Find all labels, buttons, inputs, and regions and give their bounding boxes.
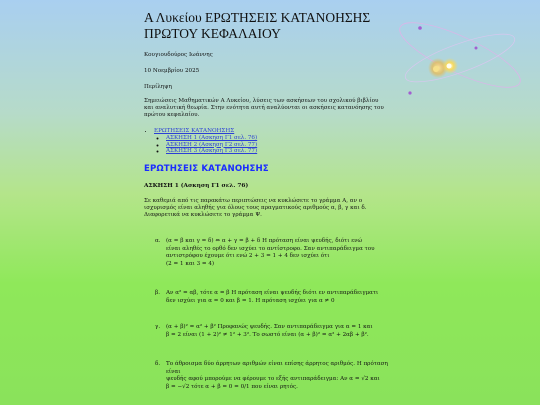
item-line: δεν ισχύει για α = 0 και β = 1. Η πρόταση ισχύει για α ≠ 0 bbox=[166, 297, 335, 304]
item-label: δ. bbox=[155, 361, 161, 367]
item-line: ψευδής αφού μπορούμε να φέρουμε το εξής αντιπαράδειγμα: Αν α = √2 και bbox=[166, 376, 380, 383]
section-title: ΕΡΩΤΗΣΕΙΣ ΚΑΤΑΝΟΗΣΗΣ bbox=[144, 164, 269, 175]
item-label: γ. bbox=[155, 324, 161, 330]
item-line: β = −√2 τότε α + β = 0 = 0/1 που είναι ρητός. bbox=[166, 383, 298, 390]
toc-link-exercise-3[interactable]: ΑΣΚΗΣΗ 3 (Ασκηση Γ3 σελ. 77) bbox=[166, 148, 258, 155]
abstract-heading: Περίληψη bbox=[144, 84, 172, 90]
toc-link-exercise-2[interactable]: ΑΣΚΗΣΗ 2 (Ασκηση Γ2 σελ. 77) bbox=[166, 141, 258, 148]
exercise-intro: Σε καθεμιά από τις παρακάτω περιπτώσεις να κυκλώσετε το γράμμα Α, αν ο ισχυρισμός είναι αληθής για όλους τους πραγματικούς αριθμούς α, β, γ και δ. Διαφορετικά να κυκλώσετε το γράμμα Ψ. bbox=[144, 198, 367, 219]
toc-link-exercise-1[interactable]: ΑΣΚΗΣΗ 1 (Ασκηση Γ1 σελ. 76) bbox=[166, 134, 258, 141]
table-of-contents bbox=[144, 128, 389, 155]
item-line: Αν α² = αβ, τότε α = β Η πρόταση είναι ψευδής διότι εν αντιπαράδειγματι bbox=[166, 290, 379, 296]
item-line: (α = β και γ = δ) ⇔ α + γ = β + δ Η πρόταση είναι ψευδής, διότι ενώ bbox=[166, 238, 363, 244]
item-line: Το άθροισμα δύο άρρητων αριθμών είναι επίσης άρρητος αριθμός. Η πρόταση είναι bbox=[166, 361, 388, 375]
document-body bbox=[144, 10, 389, 219]
document-title: Α Λυκείου ΕΡΩΤΗΣΕΙΣ ΚΑΤΑΝΟΗΣΗΣ ΠΡΩΤΟΥ ΚΕΦΑΛΑΙΟΥ bbox=[144, 10, 371, 41]
abstract-text: Σημειώσεις Μαθηματικών Α Λυκείου, λύσεις των ασκήσεων του σχολικού βιβλίου και αναλυτική θεωρία. Στην ενότητα αυτή αναλύονται οι ασκήσεις κατανόησης του πρώτου κεφαλαίου. bbox=[144, 98, 384, 118]
author: Κουγιουδούρος Ιωάννης bbox=[144, 52, 213, 58]
exercise-title: ΑΣΚΗΣΗ 1 (Ασκηση Γ1 σελ. 76) bbox=[144, 183, 249, 190]
toc-subitem bbox=[166, 148, 389, 155]
item-line: αντιστρόφου έχουμε ότι ενώ 2 + 3 = 1 + 4 δεν ισχύει ότι bbox=[166, 253, 330, 260]
item-label: α. bbox=[155, 238, 161, 244]
item-line: (2 = 1 και 3 = 4) bbox=[166, 260, 215, 267]
item-label: β. bbox=[155, 290, 161, 296]
item-line: β = 2 είναι (1 + 2)² ≠ 1² + 3². Το σωστό είναι (α + β)² = α² + 2αβ + β². bbox=[166, 331, 369, 338]
item-line: είναι αληθές το ορθό δεν ισχύει το αντίστροφο. Σαν αντιπαράδειγμα του bbox=[166, 245, 375, 252]
item-line: (α + β)² = α² + β² Προφανώς ψευδής. Σαν αντιπαράδειγμα για α = 1 και bbox=[166, 324, 373, 330]
toc-subitem bbox=[166, 135, 389, 142]
toc-link-main[interactable]: ΕΡΩΤΗΣΕΙΣ ΚΑΤΑΝΟΗΣΗΣ bbox=[154, 128, 235, 134]
toc-item bbox=[154, 128, 389, 155]
date: 10 Νοεμβρίου 2025 bbox=[144, 68, 200, 74]
decorative-orbit-graphic bbox=[390, 0, 540, 120]
